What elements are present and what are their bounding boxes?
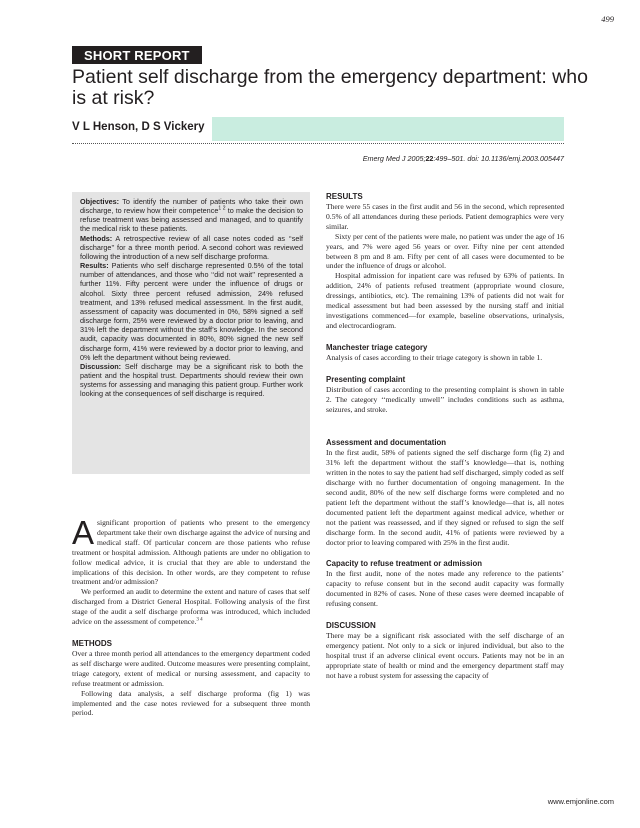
capacity-heading: Capacity to refuse treatment or admission <box>326 559 482 569</box>
results-heading: RESULTS <box>326 192 363 201</box>
authors-highlight-band <box>212 117 564 141</box>
abstract-box <box>72 192 310 474</box>
left-column <box>72 514 310 718</box>
abstract-discussion <box>80 362 303 399</box>
dotted-divider <box>72 143 564 144</box>
abstract-methods-label: Methods: <box>80 233 113 243</box>
triage-heading: Manchester triage category <box>326 342 428 352</box>
results-paragraph-3: Hospital admission for inpatient care was refused by 63% of patients. In addition, 24% of patients refused treatment (appropriate wound closure, dressings, antibiotics, etc). The remaining 13% of patients did not wait for medical assessment but had been assessed by the nursing staff and initial investigations commenced—for example, baseline observations, urinalysis, and electrocardiogram. <box>326 271 564 330</box>
intro-text-2: We performed an audit to determine the extent and nature of cases that self discharged from a District General Hospital. Following analysis of the first stage of the audit a self discharge proforma was introduced, which included advice on the assessment of competence. <box>72 587 310 627</box>
methods-paragraph-2: Following data analysis, a self discharge proforma (fig 1) was implemented and the case notes reviewed for a subsequent three month period. <box>72 688 310 718</box>
abstract-objectives-text: To identify the number of patients who take their own discharge, to review how their competence <box>80 197 303 216</box>
article-authors: V L Henson, D S Vickery <box>72 121 205 133</box>
assessment-heading: Assessment and documentation <box>326 438 447 448</box>
methods-heading: METHODS <box>72 638 112 648</box>
methods-paragraph: Over a three month period all attendances to the emergency department coded as self discharge were audited. Outcome measures were presenting complaint, triage category, extent of medical or nursing assessment, and capacity to refuse treatment or admission. <box>72 648 310 688</box>
reference-marker: 1 2 <box>218 205 226 212</box>
abstract-results-text: Patients who self discharge represented 0.5% of the total number of attendances, and those who ‘‘did not wait’’ represented a further 11%. Fifty percent were under the influence of drugs or alcohol. Sixty three percent refused admission, 24% refused treatment, and 13% refused medical assessment. In the first audit, assessment of capacity was documented in 0%, 58% signed a self discharge form, 25% were reviewed by a doctor prior to leaving, and 31% left the department without the staff’s knowledge. In the second audit, capacity was documented in 80%, 80% signed the new self discharge form, 41% were reviewed by a doctor prior to leaving, and 0% left the department without being reviewed. <box>80 261 303 362</box>
results-paragraph: There were 55 cases in the first audit and 56 in the second, which represented 0.5% of all attendances during these periods. Patient demographics were very similar. <box>326 202 564 231</box>
abstract-discussion-label: Discussion: <box>80 361 122 371</box>
citation-year: 2005; <box>405 154 426 163</box>
abstract-methods <box>80 234 303 261</box>
complaint-heading: Presenting complaint <box>326 374 406 384</box>
page-number: 499 <box>601 14 614 24</box>
intro-paragraph-2 <box>72 587 310 627</box>
right-column <box>326 192 564 681</box>
abstract-objectives-label: Objectives: <box>80 197 120 206</box>
abstract-objectives <box>80 197 303 234</box>
intro-text: significant proportion of patients who present to the emergency department take their own discharge against the advice of nursing and medical staff. Of particular concern are those patients who refuse treatment or hospital admission. Although patients are under no obligation to follow medical advice, it is crucial that they are able to understand the implications of this decision. In other words, are they competent to refuse treatment and/or admission? <box>72 518 310 587</box>
discussion-heading: DISCUSSION <box>326 621 376 631</box>
citation-line <box>363 154 564 163</box>
results-paragraph-2: Sixty per cent of the patients were male, no patient was under the age of 16 years, and 7% were aged 56 years or over. Fifty nine per cent attended between 8 pm and 8 am. Fifty per cent of all cases were documented to be under the influence of drugs or alcohol. <box>326 231 564 271</box>
intro-paragraph <box>72 514 310 587</box>
abstract-results-label: Results: <box>80 261 109 271</box>
reference-marker: 3 4 <box>196 617 203 623</box>
assessment-paragraph: In the first audit, 58% of patients signed the self discharge form (fig 2) and 31% left the department without the staff’s knowledge—that is, nothing written in the notes to say the patient had self discharged, simply coded as self discharge with no further documentation of ongoing management. In the second audit, 80% of the new self discharge forms were completed and no patient left the department without the staff’s knowledge—that is, all notes documented patient left the department against medical advice, whether or not the patient was reassessed, and if they signed or refused to sign the self discharge form. In the second audit, 41% of patients were reviewed by a doctor prior to leaving compared with 25% in the first audit. <box>326 448 564 547</box>
abstract-methods-text: A retrospective review of all case notes coded as ‘‘self discharge’’ for a three month period. A second cohort was reviewed following the introduction of a new self discharge proforma. <box>80 233 303 261</box>
abstract-discussion-text: Self discharge may be a significant risk to both the patient and the hospital trust. Departments should review their own systems for assessing and managing this patient group. Further work looking at the consequences of self discharge is required. <box>80 361 303 399</box>
citation-volume: 22 <box>425 154 434 163</box>
abstract-objectives-text-cont: to make the decision to refuse treatment was being assessed and managed, and to quantify the medical risk to these patients. <box>80 206 304 234</box>
complaint-paragraph: Distribution of cases according to the presenting complaint is shown in table 2. The category ‘‘medically unwell’’ includes conditions such as asthma, seizures, and stroke. <box>326 384 564 414</box>
discussion-paragraph: There may be a significant risk associated with the self discharge of an emergency patient. Not only to a sick or injured individual, but also to the hospital trust if an adverse clinical event occurs. Patients may not be in an appropriate state of health or mind and the emergency department staff may not have a robust system for assessing the capacity of <box>326 631 564 680</box>
citation-journal: Emerg Med J <box>362 154 406 163</box>
abstract-results <box>80 261 303 362</box>
capacity-paragraph: In the first audit, none of the notes made any reference to the patients’ capacity to refuse consent but in the second audit capacity was formally documented in 82% of cases. None of these cases were deemed incapable of refusing consent. <box>326 569 564 609</box>
triage-paragraph: Analysis of cases according to their triage category is shown in table 1. <box>326 352 543 362</box>
journal-url: www.emjonline.com <box>547 797 614 806</box>
section-badge: SHORT REPORT <box>72 46 202 64</box>
article-title: Patient self discharge from the emergency department: who is at risk? <box>72 66 588 109</box>
drop-cap: A <box>72 514 95 551</box>
citation-pages-doi: :499–501. doi: 10.1136/emj.2003.005447 <box>433 154 564 163</box>
